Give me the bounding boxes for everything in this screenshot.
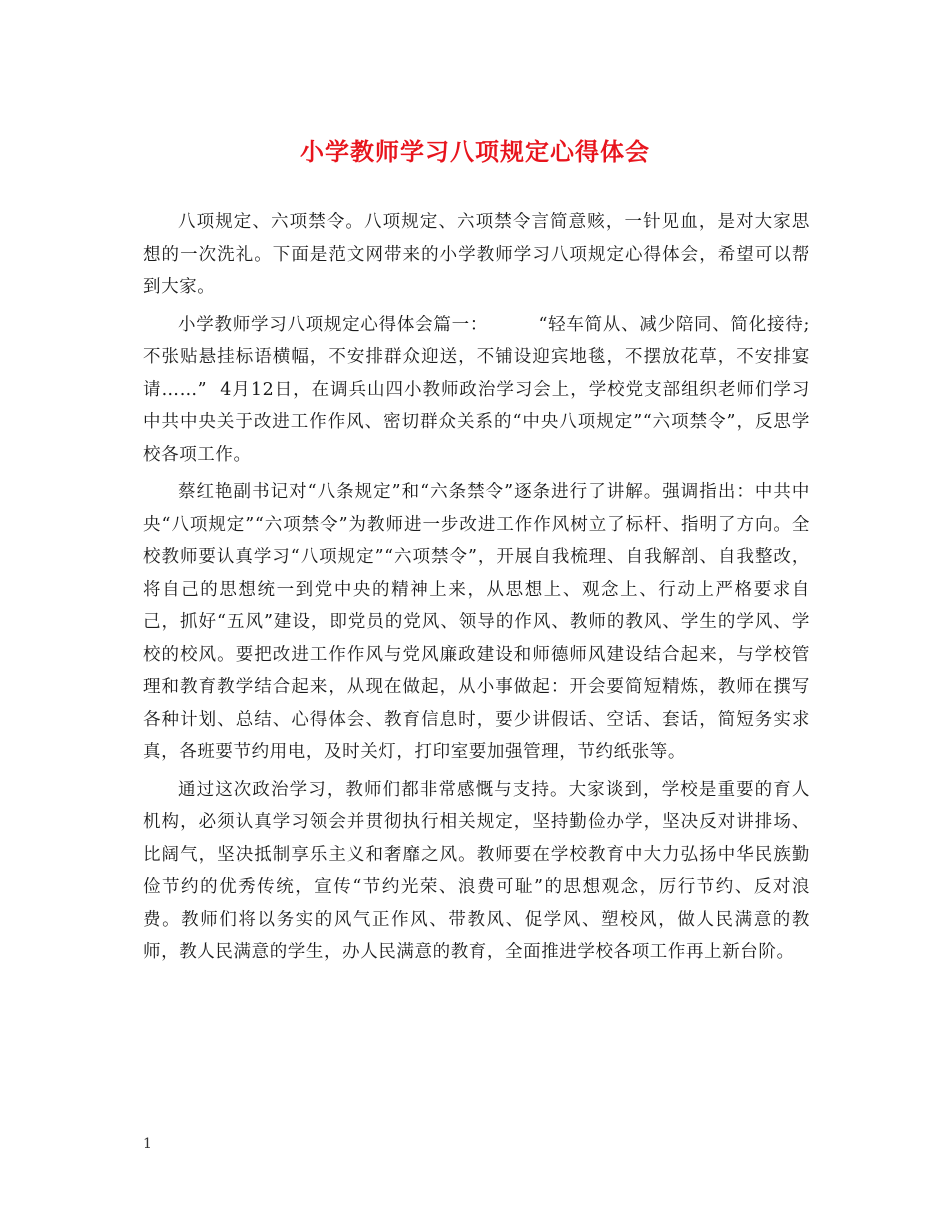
paragraph-4: 通过这次政治学习，教师们都非常感慨与支持。大家谈到，学校是重要的育人机构，必须认真学习领会并贯彻执行相关规定，坚持勤俭办学，坚决反对讲排场、比阔气，坚决抵制享乐主义和奢靡之风。教师要在学校教育中大力弘扬中华民族勤俭节约的优秀传统，宣传“节约光荣、浪费可耻”的思想观念，厉行节约、反对浪费。教师们将以务实的风气正作风、带教风、促学风、塑校风，做人民满意的教师，教人民满意的学生，办人民满意的教育，全面推进学校各项工作再上新台阶。 xyxy=(143,779,810,962)
paragraph-1: 八项规定、六项禁令。八项规定、六项禁令言简意赅，一针见血，是对大家思想的一次洗礼。下面是范文网带来的小学教师学习八项规定心得体会，希望可以帮到大家。 xyxy=(143,212,810,297)
paragraph-3: 蔡红艳副书记对“八条规定”和“六条禁令”逐条进行了讲解。强调指出：中共中央“八项规定”“六项禁令”为教师进一步改进工作作风树立了标杆、指明了方向。全校教师要认真学习“八项规定”“六项禁令”，开展自我梳理、自我解剖、自我整改，将自己的思想统一到党中央的精神上来，从思想上、观念上、行动上严格要求自己，抓好“五风”建设，即党员的党风、领导的作风、教师的教风、学生的学风、学校的校风。要把改进工作作风与党风廉政建设和师德师风建设结合起来，与学校管理和教育教学结合起来，从现在做起，从小事做起：开会要简短精炼，教师在撰写各种计划、总结、心得体会、教育信息时，要少讲假话、空话、套话，简短务实求真，各班要节约用电，及时关灯，打印室要加强管理，节约纸张等。 xyxy=(143,482,810,762)
document-body xyxy=(143,206,810,974)
page-number: 1 xyxy=(143,1136,152,1152)
paragraph-2: 小学教师学习八项规定心得体会篇一： “轻车简从、减少陪同、简化接待;不张贴悬挂标语横幅，不安排群众迎送，不铺设迎宾地毯，不摆放花草，不安排宴请……” 4月12日，在调兵山四小教师政治学习会上，学校党支部组织老师们学习中共中央关于改进工作作风、密切群众关系的“中央八项规定”“六项禁令”，反思学校各项工作。 xyxy=(143,314,810,465)
document-title: 小学教师学习八项规定心得体会 xyxy=(300,137,650,166)
